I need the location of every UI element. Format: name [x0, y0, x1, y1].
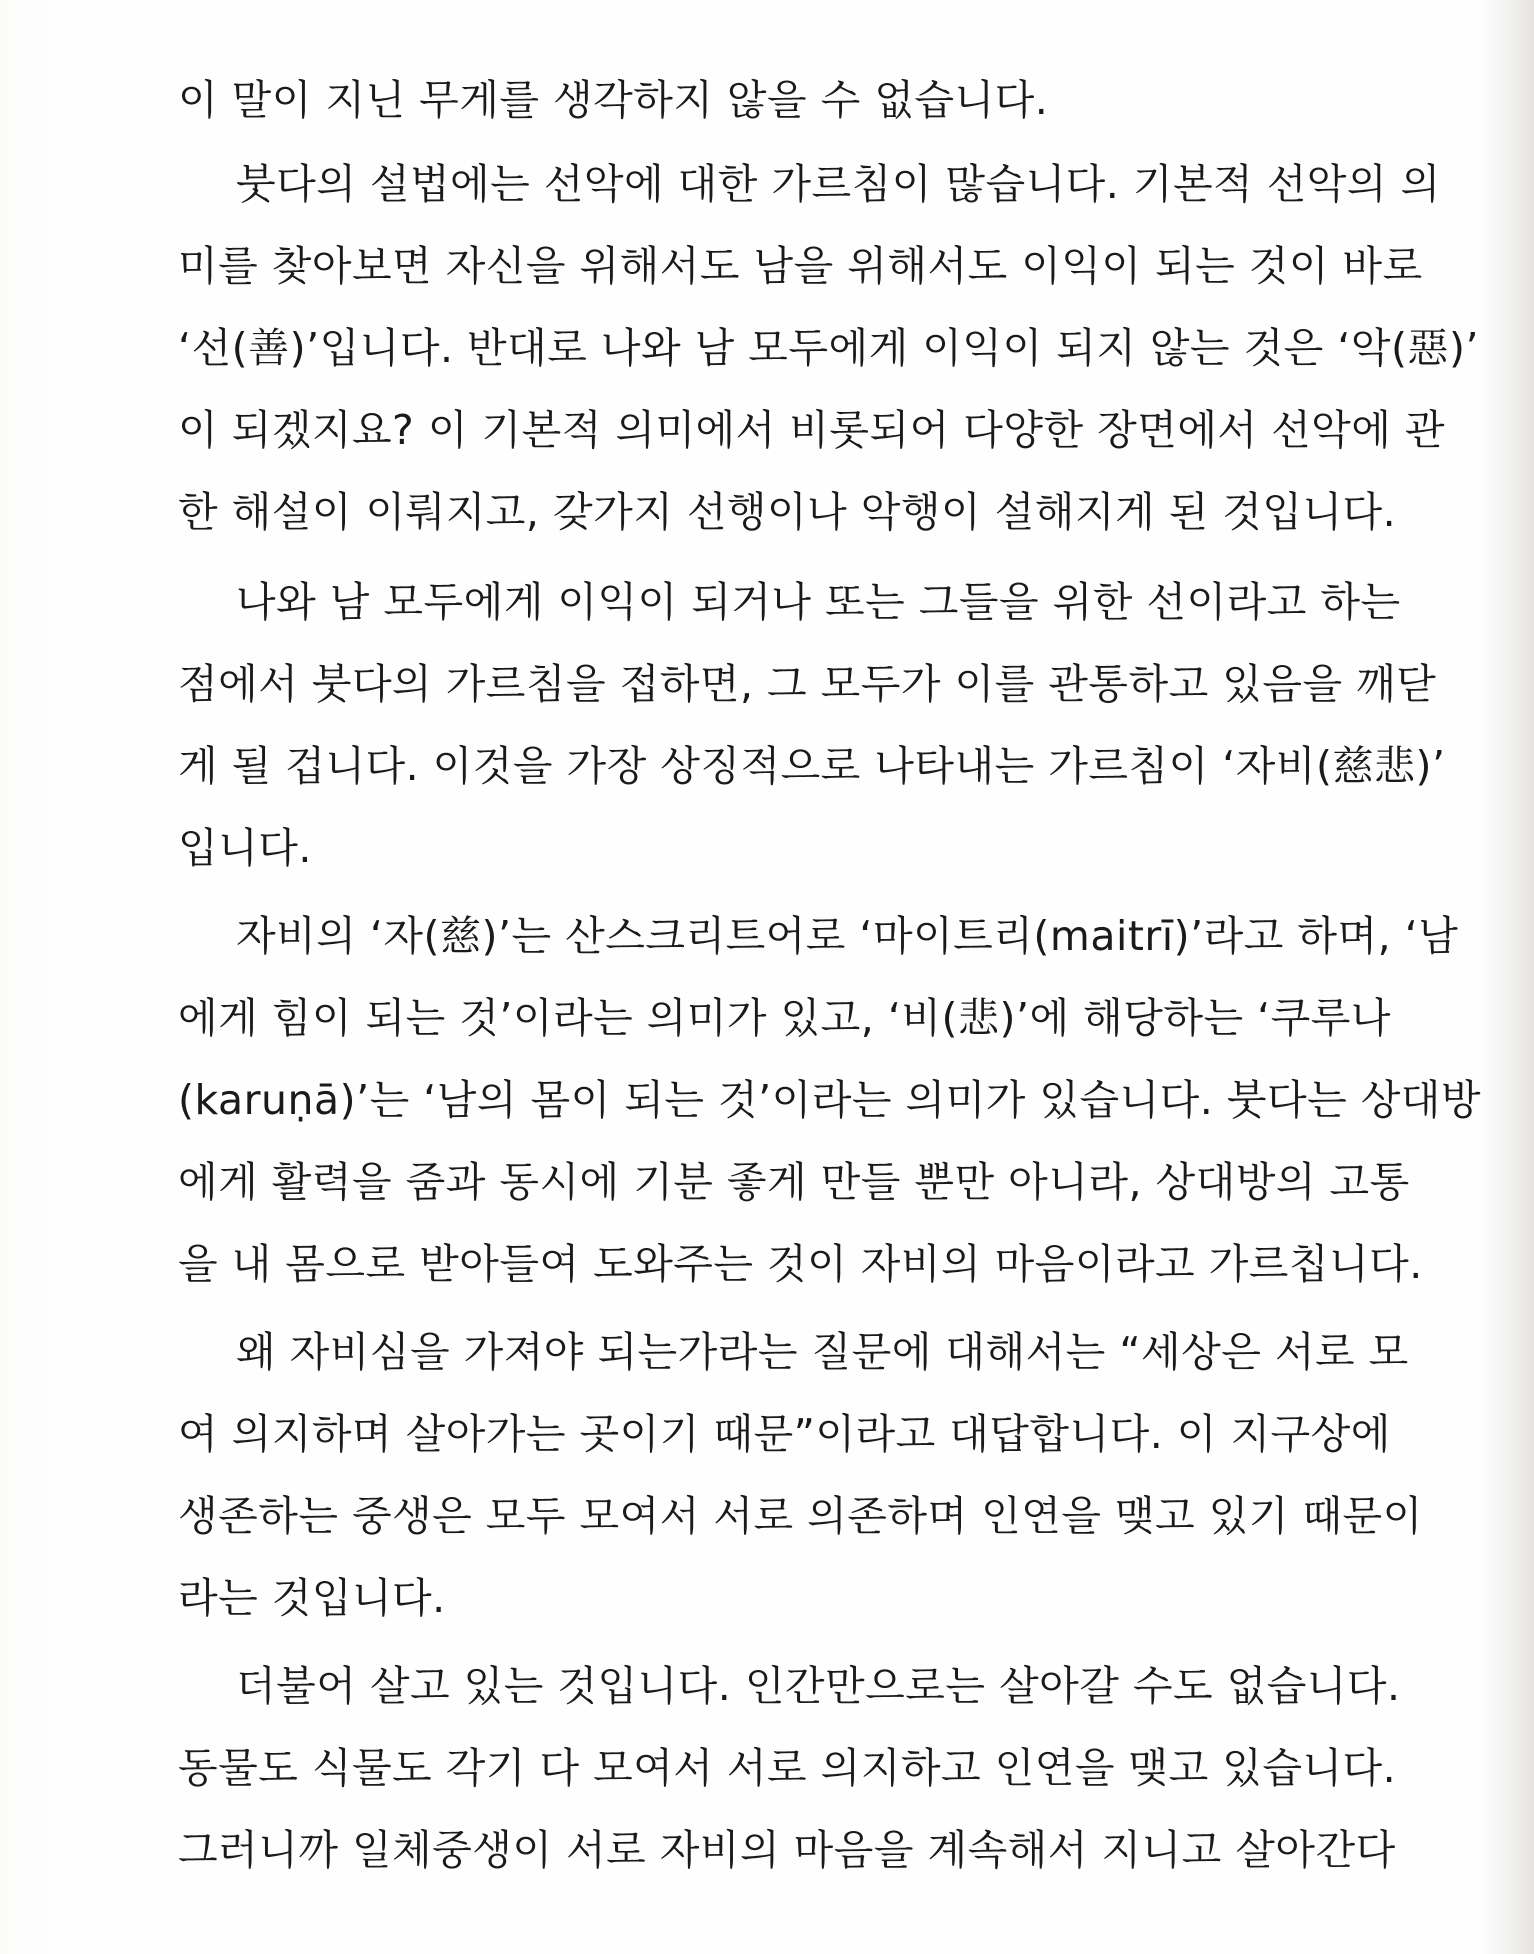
text-line: ‘선(善)’입니다. 반대로 나와 남 모두에게 이익이 되지 않는 것은 ‘악(惡)’	[178, 324, 1479, 372]
text-line: 라는 것입니다.	[178, 1574, 446, 1622]
text-line: 미를 찾아보면 자신을 위해서도 남을 위해서도 이익이 되는 것이 바로	[178, 242, 1423, 290]
text-line: 여 의지하며 살아가는 곳이기 때문”이라고 대답합니다. 이 지구상에	[178, 1410, 1391, 1458]
text-line: 한 해설이 이뤄지고, 갖가지 선행이나 악행이 설해지게 된 것입니다.	[178, 488, 1397, 536]
text-line: 게 될 겁니다. 이것을 가장 상징적으로 나타내는 가르침이 ‘자비(慈悲)’	[178, 742, 1446, 790]
text-line: 붓다의 설법에는 선악에 대한 가르침이 많습니다. 기본적 선악의 의	[236, 160, 1441, 208]
text-line: 에게 힘이 되는 것’이라는 의미가 있고, ‘비(悲)’에 해당하는 ‘쿠루나	[178, 994, 1391, 1042]
text-line: 생존하는 중생은 모두 모여서 서로 의존하며 인연을 맺고 있기 때문이	[178, 1492, 1423, 1540]
text-line: 왜 자비심을 가져야 되는가라는 질문에 대해서는 “세상은 서로 모	[236, 1328, 1409, 1376]
text-line: (karuṇā)’는 ‘남의 몸이 되는 것’이라는 의미가 있습니다. 붓다는 상대방	[178, 1076, 1482, 1124]
text-line: 점에서 붓다의 가르침을 접하면, 그 모두가 이를 관통하고 있음을 깨닫	[178, 660, 1437, 708]
text-line: 더불어 살고 있는 것입니다. 인간만으로는 살아갈 수도 없습니다.	[236, 1662, 1401, 1710]
text-line: 이 되겠지요? 이 기본적 의미에서 비롯되어 다양한 장면에서 선악에 관	[178, 406, 1446, 454]
text-line: 이 말이 지닌 무게를 생각하지 않을 수 없습니다.	[178, 76, 1049, 124]
text-line: 에게 활력을 줌과 동시에 기분 좋게 만들 뿐만 아니라, 상대방의 고통	[178, 1158, 1410, 1206]
text-line: 입니다.	[178, 824, 312, 872]
text-line: 그러니까 일체중생이 서로 자비의 마음을 계속해서 지니고 살아간다	[178, 1826, 1396, 1874]
text-line: 자비의 ‘자(慈)’는 산스크리트어로 ‘마이트리(maitrī)’라고 하며, ‘남	[236, 912, 1459, 960]
text-line: 나와 남 모두에게 이익이 되거나 또는 그들을 위한 선이라고 하는	[236, 578, 1401, 626]
text-line: 동물도 식물도 각기 다 모여서 서로 의지하고 인연을 맺고 있습니다.	[178, 1744, 1397, 1792]
text-line: 을 내 몸으로 받아들여 도와주는 것이 자비의 마음이라고 가르칩니다.	[178, 1240, 1423, 1288]
